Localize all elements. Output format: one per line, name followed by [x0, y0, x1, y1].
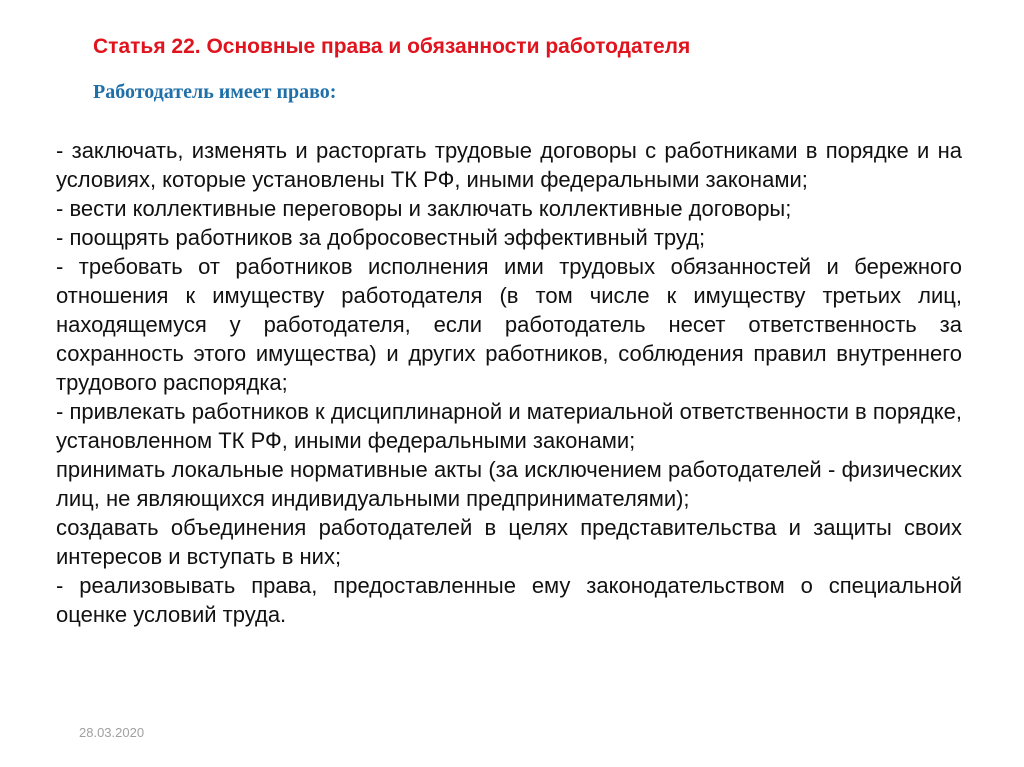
rights-item: принимать локальные нормативные акты (за исключением работодателей - физических лиц, не являющихся индивидуальными предпринимателями); [56, 457, 962, 511]
rights-item: - привлекать работников к дисциплинарной и материальной ответственности в порядке, установленном ТК РФ, иными федеральными законами; [56, 399, 962, 453]
slide-date: 28.03.2020 [79, 725, 145, 740]
slide-subtitle: Работодатель имеет право: [93, 81, 337, 103]
rights-item: - вести коллективные переговоры и заключать коллективные договоры; [56, 196, 792, 221]
rights-item: - заключать, изменять и расторгать трудовые договоры с работниками в порядке и на условиях, которые установлены ТК РФ, иными федеральными законами; [56, 138, 962, 192]
rights-item: - поощрять работников за добросовестный эффективный труд; [56, 225, 706, 250]
slide-title: Статья 22. Основные права и обязанности работодателя [93, 35, 691, 58]
rights-item: - требовать от работников исполнения ими трудовых обязанностей и бережного отношения к имуществу работодателя (в том числе к имуществу третьих лиц, находящемуся у работодателя, если работодатель несет ответственность за сохранность этого имущества) и других работников, соблюдения правил внутреннего трудового распорядка; [56, 254, 962, 395]
rights-item: - реализовывать права, предоставленные ему законодательством о специальной оценке условий труда. [56, 573, 962, 627]
rights-list [56, 136, 962, 629]
rights-item: создавать объединения работодателей в целях представительства и защиты своих интересов и вступать в них; [56, 515, 962, 569]
